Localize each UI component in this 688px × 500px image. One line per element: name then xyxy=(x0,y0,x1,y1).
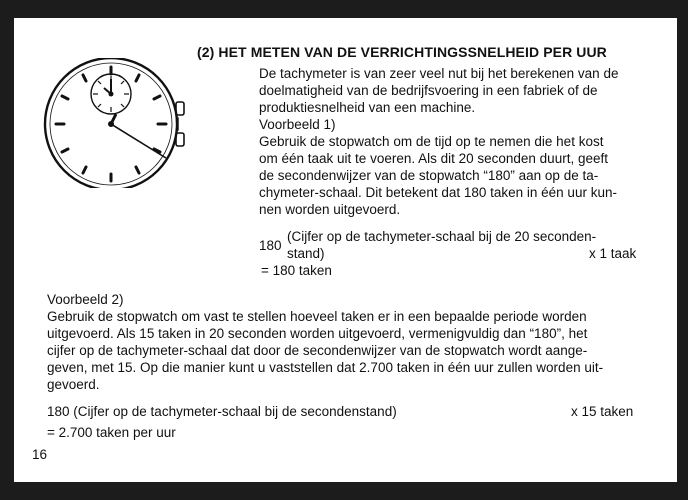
example2-line: uitgevoerd. Als 15 taken in 20 seconden worden uitgevoerd, vermenigvuldig dan “180”, het xyxy=(47,326,588,341)
example1-line: nen worden uitgevoerd. xyxy=(259,202,401,217)
section-heading: (2) HET METEN VAN DE VERRICHTINGSSNELHEID PER UUR xyxy=(197,44,607,60)
example2-line: Gebruik de stopwatch om vast te stellen hoeveel taken er in een bepaalde periode worden xyxy=(47,309,587,324)
example1-line: de secondenwijzer van de stopwatch “180” aan op de ta- xyxy=(259,168,599,183)
stopwatch-icon xyxy=(36,58,186,188)
example1-line: chymeter-schaal. Dit betekent dat 180 taken in één uur kun- xyxy=(259,185,617,200)
example1-line: Gebruik de stopwatch om de tijd op te nemen die het kost xyxy=(259,134,604,149)
example2-line: cijfer op de tachymeter-schaal dat door de secondenwijzer van de stopwatch wordt aange- xyxy=(47,343,588,358)
example1-label: Voorbeeld 1) xyxy=(259,117,336,132)
page-number: 16 xyxy=(32,447,48,462)
example2-line: gevoerd. xyxy=(47,377,100,392)
example2-result: = 2.700 taken per uur xyxy=(47,425,176,440)
example2-calc-text: 180 (Cijfer op de tachymeter-schaal bij de secondenstand) xyxy=(47,404,397,419)
intro-line: De tachymeter is van zeer veel nut bij het berekenen van de xyxy=(259,66,619,81)
example2-label: Voorbeeld 2) xyxy=(47,292,124,307)
example2-line: geven, met 15. Op die manier kunt u vaststellen dat 2.700 taken in één uur zullen worden uit- xyxy=(47,360,604,375)
example2-multiplier: x 15 taken xyxy=(571,404,634,419)
example1-calc-text: stand) xyxy=(287,246,325,261)
example1-multiplier: x 1 taak xyxy=(589,246,637,261)
example1-calc-text: (Cijfer op de tachymeter-schaal bij de 20 seconden- xyxy=(287,229,597,244)
example1-calc-number: 180 xyxy=(259,238,282,253)
intro-line: doelmatigheid van de bedrijfsvoering in een fabriek of de xyxy=(259,83,598,98)
intro-line: produktiesnelheid van een machine. xyxy=(259,100,476,115)
manual-page xyxy=(14,18,677,482)
example1-line: om één taak uit te voeren. Als dit 20 seconden duurt, geeft xyxy=(259,151,608,166)
example1-result: = 180 taken xyxy=(261,263,332,278)
